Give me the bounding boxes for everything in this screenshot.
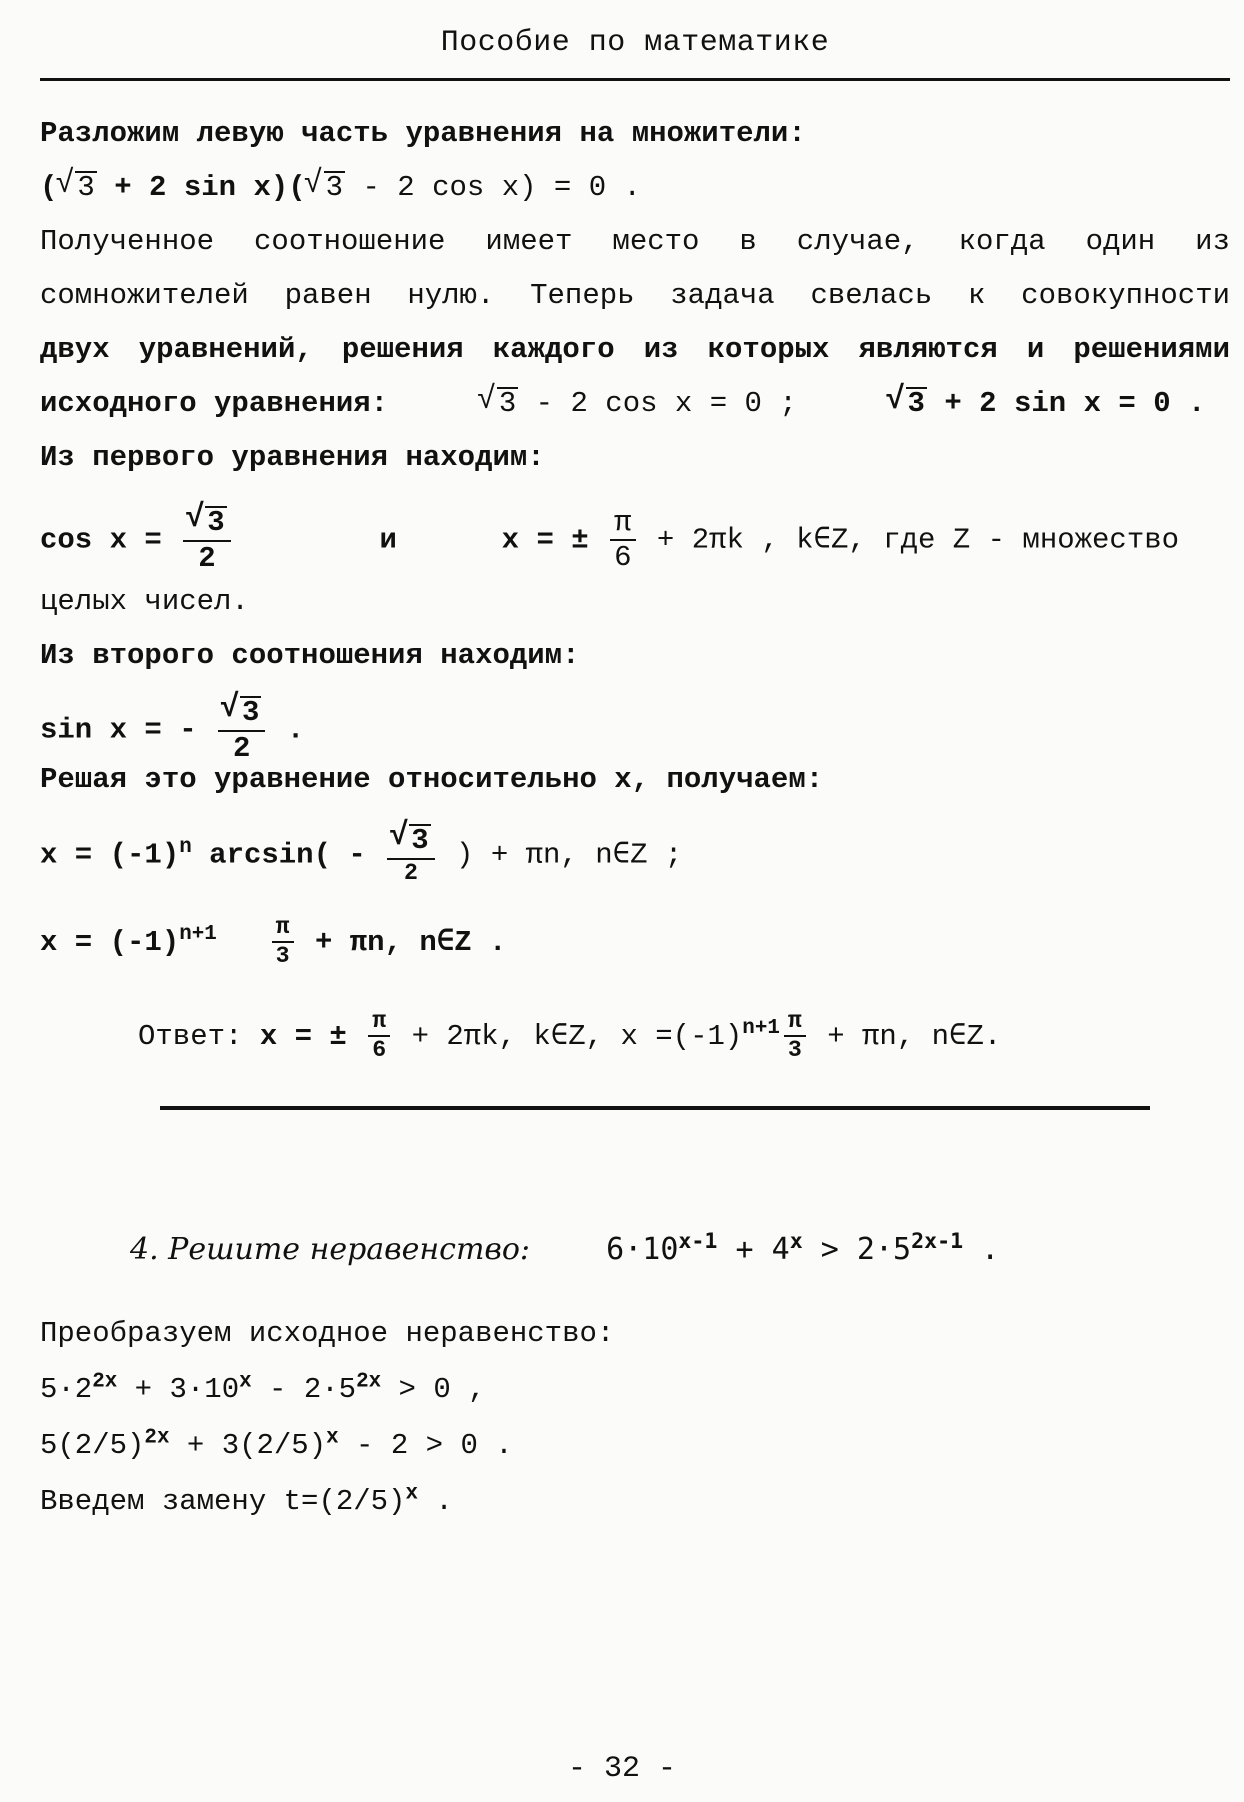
fraction-denominator: 6 xyxy=(372,1037,387,1064)
sqrt-radicand: 3 xyxy=(207,506,225,539)
fraction xyxy=(610,505,635,574)
eq-part: ( xyxy=(40,171,58,204)
task-4-statement xyxy=(130,1229,1000,1267)
paragraph-integers: целых чисел. xyxy=(40,585,249,618)
sqrt-symbol xyxy=(224,696,261,728)
eq-part: . xyxy=(963,1232,1000,1267)
paragraph-solving: Решая это уравнение относительно x, получаем: xyxy=(40,763,824,796)
eq-part: x = ± xyxy=(242,1019,365,1053)
eq-part: cos x = xyxy=(40,523,180,557)
eq-part: - 2 cos x) = 0 . xyxy=(345,171,641,204)
fraction xyxy=(387,824,434,886)
fraction xyxy=(218,696,265,766)
exponent: x xyxy=(239,1370,252,1394)
exponent: 2x-1 xyxy=(911,1229,964,1254)
conjunction: и xyxy=(379,523,397,557)
eq-part: - 2·5 xyxy=(251,1373,357,1406)
exponent: 2x xyxy=(144,1426,170,1450)
eq-part: 5·2 xyxy=(40,1373,93,1406)
fraction xyxy=(784,1010,806,1062)
fraction-denominator: 6 xyxy=(614,540,632,574)
exponent: x-1 xyxy=(678,1229,718,1254)
paragraph-line: Полученное соотношение имеет место в случае, когда один из xyxy=(40,225,1230,258)
page-number: - 32 - xyxy=(567,1752,677,1786)
equation-sin: + 2 sin x = 0 . xyxy=(926,387,1206,420)
eq-part: + 4 xyxy=(717,1232,790,1267)
inequality-line-1 xyxy=(40,1372,1230,1408)
fraction-denominator: 3 xyxy=(787,1037,802,1064)
equation-factored xyxy=(40,170,1230,206)
exponent: n+1 xyxy=(179,923,217,947)
exponent: x xyxy=(789,1229,803,1254)
fraction-denominator: 2 xyxy=(233,732,251,766)
eq-part: x = ± xyxy=(501,523,607,557)
paragraph-line: сомножителей равен нулю. Теперь задача свелась к совокупности xyxy=(40,279,1230,312)
eq-part: 5(2/5) xyxy=(40,1429,145,1462)
section-divider xyxy=(160,1106,1150,1110)
exponent: x xyxy=(326,1426,339,1450)
sqrt-symbol xyxy=(308,170,345,206)
exponent: n xyxy=(179,835,192,859)
fraction xyxy=(368,1010,390,1062)
eq-part: sin x = - xyxy=(40,713,215,747)
sqrt-radicand: 3 xyxy=(411,824,429,857)
sqrt-radicand: 3 xyxy=(77,171,95,204)
result-line xyxy=(40,916,1230,968)
eq-part: 6·10 xyxy=(606,1232,679,1267)
eq-part: > 0 , xyxy=(381,1373,486,1406)
eq-part: + 2 sin x)( xyxy=(96,171,306,204)
paragraph-transform: Преобразуем исходное неравенство: xyxy=(40,1317,615,1350)
paragraph-first-eq: Из первого уравнения находим: xyxy=(40,441,545,474)
fraction-denominator: 2 xyxy=(403,860,418,887)
fraction-numerator: π xyxy=(272,916,294,943)
eq-part: ) + πn, n∈Z ; xyxy=(438,838,683,872)
arcsin-line xyxy=(40,824,1230,886)
inequality-line-2 xyxy=(40,1428,1230,1464)
eq-part: arcsin( - xyxy=(191,838,384,872)
header-rule xyxy=(40,78,1230,81)
eq-part: > 2·5 xyxy=(802,1232,912,1267)
sqrt-symbol xyxy=(481,386,518,422)
eq-part: Введем замену t=(2/5) xyxy=(40,1485,406,1518)
paragraph-factor-intro: Разложим левую часть уравнения на множители: xyxy=(40,117,806,150)
fraction-numerator: π xyxy=(368,1010,390,1037)
eq-part: + 3·10 xyxy=(117,1373,240,1406)
sqrt-radicand: 3 xyxy=(498,387,517,420)
sqrt-radicand: 3 xyxy=(242,696,260,729)
fraction-denominator: 3 xyxy=(275,943,290,970)
paragraph-line: двух уравнений, решения каждого из которых являются и решениями xyxy=(40,333,1230,366)
eq-part: + 2πk, k∈Z, x =(-1) xyxy=(394,1019,743,1053)
running-header: Пособие по математике xyxy=(440,26,830,60)
fraction xyxy=(272,916,294,968)
equation-cos: - 2 cos x = 0 ; xyxy=(518,387,797,420)
task-label: 4. Решите неравенство: xyxy=(130,1232,531,1267)
eq-part: . xyxy=(269,713,305,747)
cos-solution-line xyxy=(40,505,1230,576)
sqrt-radicand: 3 xyxy=(907,387,925,420)
equations-system-line xyxy=(40,386,1230,422)
sin-solution-line xyxy=(40,696,1230,766)
paragraph-second-eq: Из второго соотношения находим: xyxy=(40,639,580,672)
exponent: x xyxy=(405,1482,418,1506)
exponent: 2x xyxy=(92,1370,118,1394)
substitution-line xyxy=(40,1484,1230,1520)
fraction xyxy=(183,506,230,576)
sqrt-symbol xyxy=(393,824,430,856)
eq-part: + πn, n∈Z . xyxy=(297,925,507,959)
sqrt-symbol xyxy=(59,170,96,206)
fraction-numerator: π xyxy=(784,1010,806,1037)
paragraph-text: исходного уравнения: xyxy=(40,387,389,420)
sqrt-symbol xyxy=(890,386,927,422)
eq-part: + πn, n∈Z. xyxy=(809,1019,1002,1053)
answer-label: Ответ: xyxy=(138,1019,243,1053)
eq-part: - 2 > 0 . xyxy=(338,1429,513,1462)
fraction-numerator: π xyxy=(610,508,635,541)
eq-part: + 2πk , k∈Z, где Z - множество xyxy=(639,523,1180,557)
fraction-denominator: 2 xyxy=(198,542,216,576)
eq-part: + 3(2/5) xyxy=(169,1429,327,1462)
sqrt-symbol xyxy=(189,506,226,538)
exponent: 2x xyxy=(356,1370,382,1394)
answer-line xyxy=(138,1010,1138,1062)
eq-part: x = (-1) xyxy=(40,925,180,959)
exponent: n+1 xyxy=(742,1017,780,1041)
eq-part: x = (-1) xyxy=(40,838,180,872)
eq-part: . xyxy=(418,1485,453,1518)
sqrt-radicand: 3 xyxy=(325,171,344,204)
